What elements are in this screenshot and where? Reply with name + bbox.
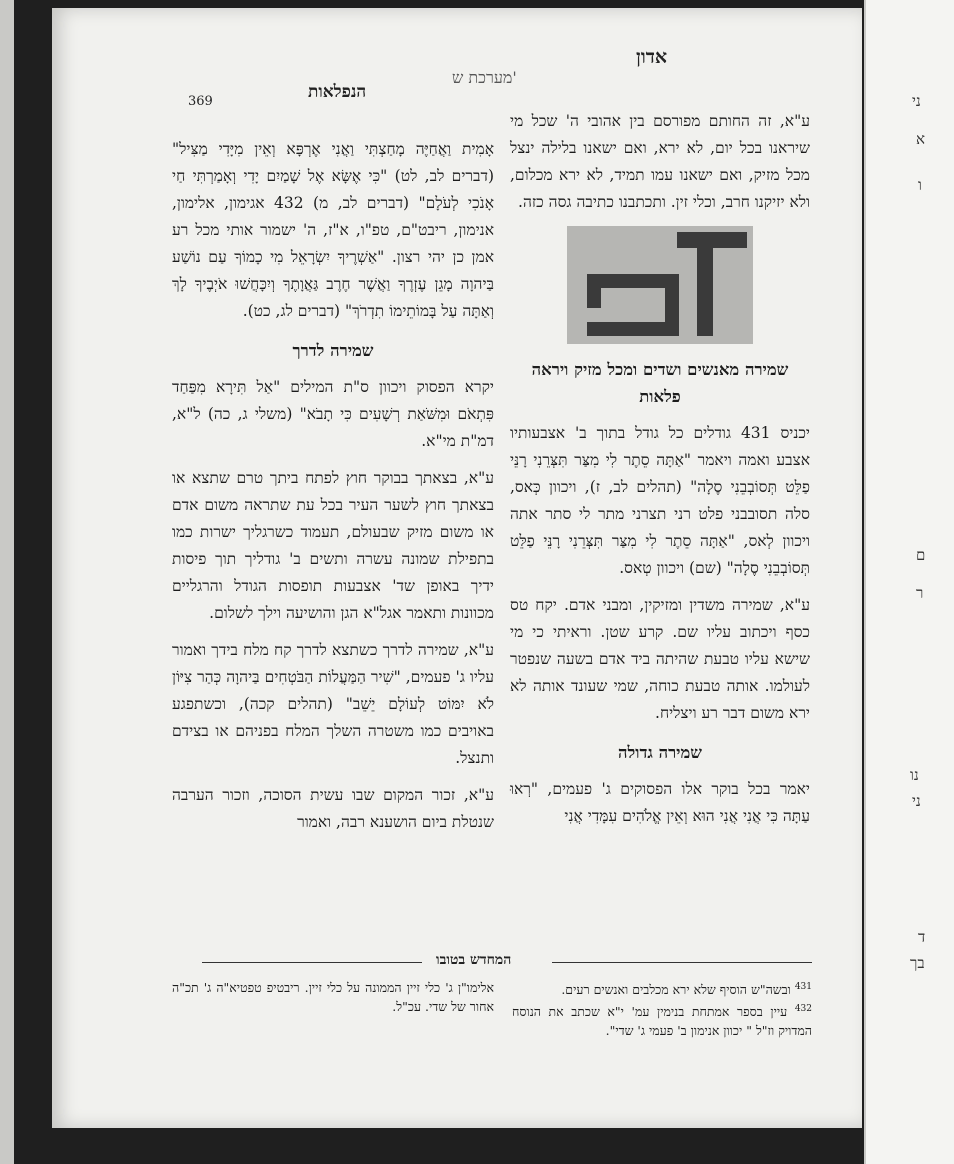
- paragraph: יקרא הפסוק ויכוון ס"ת המילים "אַל תִּירָא מִפַּחַד פִּתְאֹם וּמִשֹּׁאַת רְשָׁעִים כִּי תָבֹא" (משלי ג, כה) ל"א, דמ"ת מי"א.: [172, 378, 494, 450]
- right-column: [510, 108, 810, 840]
- book-page: [52, 8, 862, 1128]
- paragraph: יאמר בכל בוקר אלו הפסוקים ג' פעמים, "רְאוּ עַתָּה כִּי אֲנִי אֲנִי הוּא וְאֵין אֱלֹהִים עִמָּדִי אֲנִי: [510, 780, 810, 825]
- page-fragment: ד: [918, 928, 926, 946]
- paragraph: ע"א, זכור המקום שבו עשית הסוכה, וזכור הערבה שנטלת ביום הושענא רבה, ואמור: [172, 786, 494, 831]
- adjacent-page-edge: [866, 0, 954, 1164]
- paragraph: אָמִית וַאֲחַיֶּה מָחַצְתִּי וַאֲנִי אֶרְפָּא וְאֵין מִיָּדִי מַצִּיל" (דברים לב, לט) "כִּי אֶשָּׂא אֶל שָׁמַיִם יָדִי וְאָמַרְתִּי חַי אָנֹכִי לְעֹלָם" (דברים לב, מ) 432 אגימון, אלימון, אנימון, ריבט"ם, טפ"ו, א"ז, ה' ישמור אותי מכל רע אמן כן יהי רצון. "אַשְׁרֶיךָ יִשְׂרָאֵל מִי כָמוֹךָ עַם נוֹשַׁע בַּיהוָה מָגֵן עֶזְרֶךָ וַאֲשֶׁר חֶרֶב גַּאֲוָתֶךָ וְיִכָּחֲשׁוּ אֹיְבֶיךָ לָךְ וְאַתָּה עַל בָּמוֹתֵימוֹ תִדְרֹךְ" (דברים לג, כט).: [172, 140, 494, 320]
- page-fragment: ני: [912, 792, 921, 810]
- paragraph: ע"א, בצאתך בבוקר חוץ לפתח ביתך טרם שתצא או בצאתך חוץ לשער העיר בכל עת שתראה משום אדם או משום מזיק שבעולם, תעמוד כשרגליך ישרות כמו בתפילת שמונה עשרה ותשים ב' גודליך תוך פיסות ידיך באופן שד' אצבעות תופסות הגודל והרגליים מכוונות ותאמר אגל"א הגן והושיעה וילך לשלום.: [172, 469, 494, 622]
- page-fragment: בך: [910, 954, 925, 972]
- footnote-section-title: המחדש בטובו: [436, 952, 512, 968]
- section-heading: שמירה גדולה: [618, 743, 702, 762]
- paragraph: ע"א, שמירה לדרך כשתצא לדרך קח מלח בידך ואמור עליו ג' פעמים, "שִׁיר הַמַּעֲלוֹת הַבֹּטְחִים בַּיהוָה כְּהַר צִיּוֹן לֹא יִמּוֹט לְעוֹלָם יֵשֵׁב" (תהלים קכה), וכשתפגע באויבים כמו משטרה השלך המלח בפניהם או בצידם ותנצל.: [172, 641, 494, 767]
- page-fragment: נו: [910, 766, 919, 784]
- amulet-symbol-image: [567, 226, 753, 344]
- paragraph: ע"א, שמירה משדין ומזיקין, ומבני אדם. יקח טס כסף ויכתוב עליו שם. קרע שטן. וראיתי כי מי שישא עליו טבעת שהיתה ביד אדם בשעה שנפטר לעולמו. אותה טבעת כוחה, שמי שעונד אותה לא ירא משום דבר רע ויצליח.: [510, 596, 810, 722]
- footnote-rule-right: [552, 962, 812, 963]
- paragraph: יכניס 431 גודלים כל גודל בתוך ב' אצבעותיו אצבע ואמה ויאמר "אַתָּה סֵתֶר לִי מִצַּר תִּצְּרֵנִי רָנֵּי פַלֵּט תְּסוֹבְבֵנִי סֶלָה" (תהלים לב, ז), ויכוון כְּאס, סלה תסובבני פלט רני תצרני מתר לי סתר אתה ויכוון לְאס, "אַתָּה סֵתֶר לִי מִצַּר תִּצְּרֵנִי רָנֵּי פַלֵּט תְּסוֹבְבֵנִי סֶלָה" (שם) ויכוון טְאס.: [510, 424, 811, 577]
- amulet-figure: [567, 226, 753, 344]
- running-title-center: מערכת ש': [452, 68, 517, 87]
- section-heading: שמירה לדרך: [292, 341, 374, 360]
- page-fragment: ר: [916, 584, 924, 602]
- footnote-continuation: [172, 978, 494, 1016]
- footnote-432: [512, 1000, 812, 1040]
- running-title-left: הנפלאות: [308, 82, 367, 102]
- left-column: [172, 136, 494, 846]
- footnote-number: 431: [794, 982, 812, 992]
- footnote-431: [512, 978, 812, 999]
- paragraph: ע"א, זה החותם מפורסם בין אהובי ה' שכל מי שיראנו בכל יום, לא ירא, ואם ישאנו בלילה ינצל מכל מזיק, ואם ישאנו עמו תמיד, לא ירא מכלום, ולא יזיקנו חרב, וכלי זין. ותכתבנו כתיבה גסה כזה.: [510, 112, 810, 211]
- footnote-number: 432: [794, 1004, 812, 1014]
- footnote-text: ובשה"ש הוסיף שלא ירא מכלבים ואנשים רעים.: [561, 982, 791, 998]
- page-fragment: א: [916, 130, 926, 148]
- page-number: 369: [188, 94, 213, 109]
- page-fragment: ם: [916, 546, 926, 564]
- footnote-rule-left: [202, 962, 422, 963]
- running-title-right: אדון: [636, 46, 668, 68]
- section-heading: שמירה מאנשים ושדים ומכל מזיק ויראה פלאות: [531, 360, 789, 406]
- footnote-text: עיין בספר אמתחת בנימין עמ' י"א שכתב את הנוסח המדויק וז"ל " יכוון אנימון ב' פעמי ג' שדי".: [512, 1004, 812, 1039]
- page-fragment: ו: [918, 176, 922, 194]
- page-fragment: ני: [912, 92, 921, 110]
- footnote-text: אלימו"ן ג' כלי זיין הממונה על כלי זיין. ריבטיפ טפטיא"ה ג' תכ"ה אחור של שדי. עכ"ל.: [172, 980, 494, 1014]
